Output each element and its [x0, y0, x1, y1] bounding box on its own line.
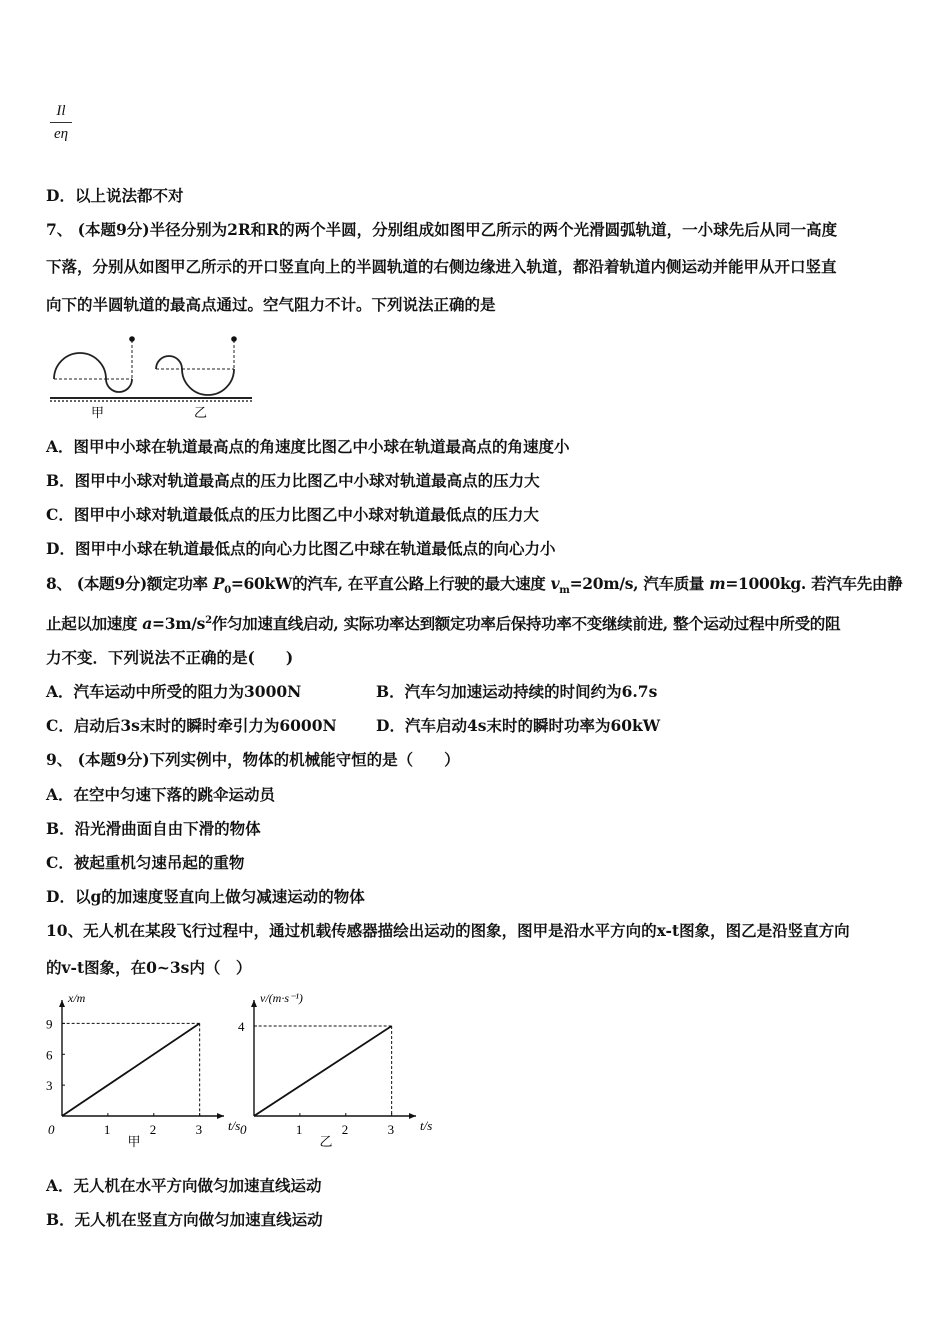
jia-lower-semicircle: [106, 379, 132, 392]
q8-stem-3: 力不变．下列说法不正确的是( ): [46, 648, 294, 667]
yi-xtick-label-1: 1: [295, 1122, 303, 1137]
q7-option-a: A．图甲中小球在轨道最高点的角速度比图乙中小球在轨道最高点的角速度小: [46, 437, 570, 456]
jia-y-arrow: [59, 1000, 65, 1007]
fraction-bar: [50, 122, 72, 123]
yi-y-arrow: [251, 1000, 257, 1007]
jia-x-arrow: [217, 1113, 224, 1119]
jia-xlabel: t/s: [228, 1118, 241, 1133]
q6-option-d: D．以上说法都不对: [46, 186, 184, 205]
yi-ball: [231, 336, 237, 342]
jia-xtick-label-2: 2: [149, 1122, 157, 1137]
jia-ytick-label-3: 3: [46, 1078, 53, 1094]
jia-upper-semicircle: [54, 353, 106, 379]
jia-label: 甲: [91, 405, 105, 420]
jia-xtick-label-0: 0: [48, 1122, 55, 1137]
yi-upper-semicircle: [156, 356, 182, 369]
q7-stem-2: 下落，分别从如图甲乙所示的开口竖直向上的半圆轨道的右侧边缘进入轨道，都沿着轨道内侧运动并能甲从开口竖直: [46, 257, 837, 276]
chart-yi: [232, 988, 432, 1153]
q7-option-b: B．图甲中小球对轨道最高点的压力比图乙中小球对轨道最高点的压力大: [46, 471, 540, 490]
q8-stem-1: 8、 (本题9分)额定功率 $P_0=60kW$的汽车, 在平直公路上行驶的最大速度 $v_m=20m/s$, 汽车质量 m=1000kg. 若汽车先由静: [46, 574, 903, 597]
fraction-numerator: Il: [56, 103, 66, 119]
yi-ylabel: v/(m·s⁻¹): [260, 991, 303, 1005]
q8-option-c: C．启动后3s末时的瞬时牵引力为6000N: [46, 716, 337, 735]
yi-x-arrow: [409, 1113, 416, 1119]
jia-caption: 甲: [127, 1134, 141, 1149]
jia-ytick-label-9: 9: [46, 1016, 53, 1032]
yi-series-line: [254, 1026, 392, 1116]
track-figure: [46, 328, 256, 420]
jia-xtick-label-1: 1: [103, 1122, 111, 1137]
q8-option-a: A．汽车运动中所受的阻力为3000N: [46, 682, 302, 701]
yi-ytick-label-4: 4: [238, 1019, 245, 1034]
jia-series-line: [62, 1023, 200, 1116]
yi-caption: 乙: [319, 1134, 333, 1149]
q10-option-b: B．无人机在竖直方向做匀加速直线运动: [46, 1210, 323, 1229]
yi-lower-semicircle: [182, 369, 234, 395]
yi-label: 乙: [194, 405, 208, 420]
jia-ytick-label-6: 6: [46, 1047, 53, 1063]
q8-option-d: D．汽车启动4s末时的瞬时功率为60kW: [376, 716, 661, 735]
jia-ylabel: x/m: [68, 991, 86, 1005]
q9-stem: 9、 (本题9分)下列实例中，物体的机械能守恒的是（ ）: [46, 750, 460, 769]
q7-stem-1: 7、 (本题9分)半径分别为2R和R的两个半圆，分别组成如图甲乙所示的两个光滑圆弧轨道，一小球先后从同一高度: [46, 220, 838, 239]
yi-xtick-label-3: 3: [387, 1122, 395, 1137]
q7-option-c: C．图甲中小球对轨道最低点的压力比图乙中小球对轨道最低点的压力大: [46, 505, 539, 524]
chart-jia: [40, 988, 241, 1153]
q9-option-a: A．在空中匀速下落的跳伞运动员: [46, 785, 276, 804]
jia-xtick-label-3: 3: [195, 1122, 203, 1137]
yi-xtick-label-2: 2: [341, 1122, 349, 1137]
q10-stem-2: 的v-t图象，在0~3s内（ ）: [46, 958, 252, 977]
q10-option-a: A．无人机在水平方向做匀加速直线运动: [46, 1176, 322, 1195]
q8-option-b: B．汽车匀加速运动持续的时间约为6.7s: [376, 682, 658, 701]
fraction-denominator: eη: [53, 126, 69, 142]
yi-xtick-label-0: 0: [240, 1122, 247, 1137]
jia-ball: [129, 336, 135, 342]
q10-stem-1: 10、无人机在某段飞行过程中，通过机载传感器描绘出运动的图象，图甲是沿水平方向的x-t图象，图乙是沿竖直方向: [46, 921, 850, 940]
q7-option-d: D．图甲中小球在轨道最低点的向心力比图乙中球在轨道最低点的向心力小: [46, 539, 556, 558]
q9-option-b: B．沿光滑曲面自由下滑的物体: [46, 819, 261, 838]
q7-stem-3: 向下的半圆轨道的最高点通过。空气阻力不计。下列说法正确的是: [46, 295, 496, 314]
q8-stem-2: 止起以加速度 $a=3m/s^2$作匀加速直线启动, 实际功率达到额定功率后保持功率不变继续前进, 整个运动过程中所受的阻: [46, 614, 841, 634]
q9-option-d: D．以g的加速度竖直向上做匀减速运动的物体: [46, 887, 365, 906]
fraction-expression: [50, 102, 72, 143]
yi-xlabel: t/s: [420, 1118, 433, 1133]
q9-option-c: C．被起重机匀速吊起的重物: [46, 853, 245, 872]
